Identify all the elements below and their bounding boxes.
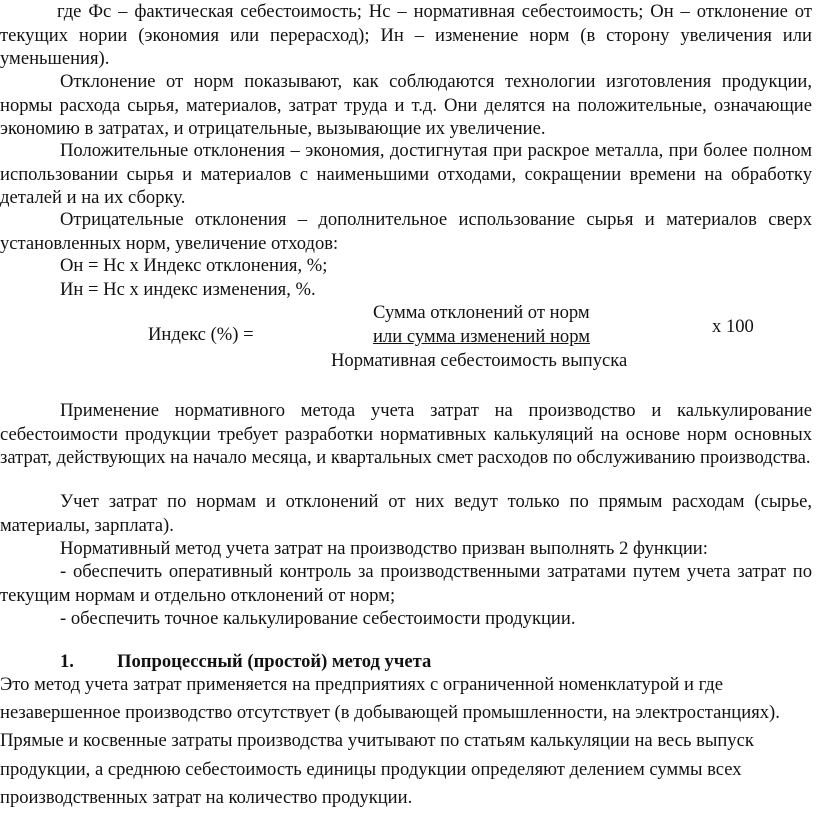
paragraph-direct-costs: Учет затрат по нормам и отклонений от них ведут только по прямым расходам (сырье, материалы, зарплата).	[0, 491, 812, 536]
paragraph-definitions-text: где Фс – фактическая себестоимость; Нс – нормативная себестоимость; Он – отклонение от текущих нории (экономия или перерасход); Ин – изменение норм (в сторону увеличения или уменьшения).	[0, 1, 812, 70]
paragraph-definitions	[0, 0, 812, 71]
formula-change: Ин = Нс х индекс изменения, %.	[60, 279, 316, 300]
section-number: 1.	[60, 651, 74, 672]
formula-numerator-line-2: или сумма изменений норм	[373, 326, 590, 347]
paragraph-normative-method: Применение нормативного метода учета затрат на производство и калькулирование себестоимости продукции требует разработки нормативных калькуляций на основе норм основных затрат, действующих на начало месяца, и квартальных смет расходов по обслуживанию производства.	[0, 400, 812, 469]
paragraph-functions: Нормативный метод учета затрат на производство призван выполнять 2 функции:	[60, 538, 708, 559]
formula-multiplier: х 100	[712, 316, 754, 337]
formula-numerator-line-1: Сумма отклонений от норм	[373, 302, 590, 323]
formula-deviation: Он = Нс х Индекс отклонения, %;	[60, 255, 328, 276]
bullet-accurate-costing: - обеспечить точное калькулирование себестоимости продукции.	[60, 608, 576, 629]
bullet-operational-control: - обеспечить оперативный контроль за производственными затратами путем учета затрат по текущим нормам и отдельно отклонений от норм;	[0, 561, 812, 606]
formula-left-side: Индекс (%) =	[148, 324, 254, 345]
section-title: Попроцессный (простой) метод учета	[117, 651, 432, 672]
paragraph-negative-deviations: Отрицательные отклонения – дополнительное использование сырья и материалов сверх установленных норм, увеличение отходов:	[0, 209, 812, 254]
paragraph-positive-deviations: Положительные отклонения – экономия, достигнутая при раскрое металла, при более полном использовании сырья и материалов с наименьшими отходами, сокращении времени на обработку деталей и на их сборку.	[0, 140, 812, 209]
paragraph-deviations-meaning: Отклонение от норм показывают, как соблюдаются технологии изготовления продукции, нормы расхода сырья, материалов, затрат труда и т.д. Они делятся на положительные, означающие экономию в затратах, и отрицательные, вызывающие их увеличение.	[0, 71, 812, 140]
formula-denominator: Нормативная себестоимость выпуска	[331, 350, 628, 371]
section-body: Это метод учета затрат применяется на предприятиях с ограниченной номенклатурой и где незавершенное производство отсутствует (в добывающей промышленности, на электростанциях). Прямые и косвенные затраты производства учитывают по статьям калькуляции на весь выпуск продукции, а среднюю себестоимость единицы продукции определяют делением суммы всех производственных затрат на количество продукции.	[0, 674, 780, 808]
